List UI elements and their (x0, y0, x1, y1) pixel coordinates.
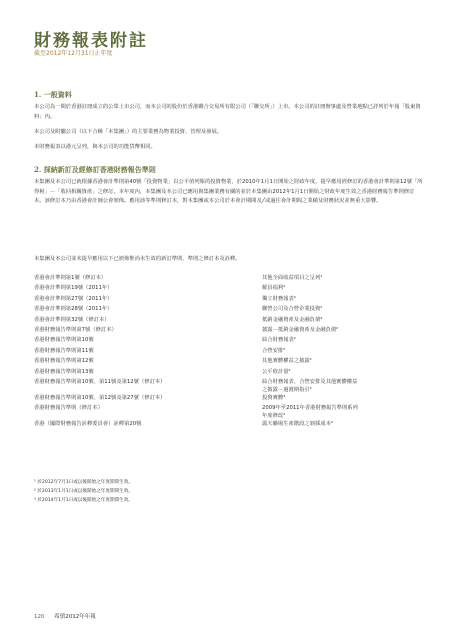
standard-row (34, 403, 418, 419)
footnote: ² 於2013年1月1日或以後開始之年度期間生效。 (34, 489, 133, 494)
standard-description: 抵銷金融資產及金融負債³ (262, 316, 323, 323)
standards-list (34, 273, 418, 430)
standard-description: 僱員福利² (262, 285, 286, 292)
standard-description: 聯營公司及合營企業投資² (262, 306, 323, 313)
standard-name: 香港財務報告準則第13號 (34, 368, 94, 375)
section-2-heading: 2. 採納新訂及經修訂香港財務報告準則 (34, 165, 156, 174)
section-1-paragraph-1: 本公司為一間於香港註冊成立的公眾上市公司，而本公司的股份於香港聯合交易所有限公司（「聯交所」）上市。本公司的註冊辦事處及營業地點已詳列於年報「股東資料」內。 (34, 104, 421, 120)
standard-description: 公平值計量² (262, 368, 291, 375)
standard-description: 合營安排² (262, 347, 286, 354)
standard-name: 香港（國際財務報告詮釋委員會）詮釋第20號 (34, 421, 142, 428)
standard-row (34, 304, 418, 314)
standard-row (34, 377, 418, 393)
standard-name: 香港財務報告準則第10號 (34, 337, 94, 344)
page-subtitle: 截至2012年12月31日止年度 (34, 50, 113, 57)
standard-description: 綜合財務報表² (262, 337, 296, 344)
standard-row (34, 335, 418, 345)
standard-description: 2009年至2011年香港財務報告準則系列 年度修改² (262, 405, 358, 420)
standard-name: 香港財務報告準則第7號（修訂本） (34, 326, 117, 333)
page-title: 財務報表附註 (34, 31, 148, 51)
standard-name: 香港財務報告準則（修訂本） (34, 405, 103, 412)
standard-description: 露天礦場生產階段之剝採成本² (262, 421, 333, 428)
standard-name: 香港財務報告準則第10號、第11號及第12號（修訂本） (34, 378, 166, 385)
standard-description: 披露－抵銷金融資產及金融負債² (262, 326, 339, 333)
standard-description: 其他實體權益之披露² (262, 358, 312, 365)
standard-row (34, 367, 418, 377)
standard-name: 香港會計準則第27號（2011年） (34, 295, 113, 302)
standard-name: 香港財務報告準則第12號 (34, 358, 94, 365)
section-1-paragraph-2: 本公司及附屬公司（以下合稱「本集團」）的主要業務為物業投資、管理及發展。 (34, 129, 223, 135)
standard-row (34, 393, 418, 403)
standard-name: 香港會計準則第32號（修訂本） (34, 316, 110, 323)
standard-row (34, 294, 418, 304)
section-2-paragraph-1: 本集團及本公司已就根據香港會計準則第40號「投資物業」以公平值列賬的投資物業，於2010年1月1日開始之財政年度，提早應用經修訂的香港會計準則第12號「所得稅」－「收回相關資產」之修訂。本年度內，本集團及本公司已應用與集團業務有關的並於本集團由2012年1月1日開始之財政年度生效之香港財務報告準則修訂本。該修訂本乃由香港會計師公會頒佈。應用該等準則修訂本，對本集團或本公司於本會計期間及╱或過往會計期間之業績及財務狀況並無重大影響。 (34, 179, 423, 204)
standard-row (34, 325, 418, 335)
standard-name: 香港會計準則第1號（修訂本） (34, 275, 107, 281)
standard-description: 投資實體³ (262, 394, 286, 401)
footnotes (34, 478, 133, 505)
standard-description: 獨立財務報表² (262, 295, 296, 302)
standard-description: 其他全面收益項目之呈列¹ (262, 275, 323, 281)
footnote: ¹ 於2012年7月1日或以後開始之年度期間生效。 (34, 480, 133, 485)
section-1-heading: 1. 一般資料 (34, 90, 72, 99)
standard-row (34, 315, 418, 325)
page-footer (34, 612, 96, 620)
standard-row (34, 419, 418, 429)
standard-description: 綜合財務報表、合營安排及其他實體權益 之披露－過渡期指引² (262, 378, 358, 393)
standard-name: 香港財務報告準則第11號 (34, 347, 94, 354)
section-2-paragraph-2: 本集團及本公司並未提早應用以下已頒佈惟尚未生效的新訂準則、準則之修訂本及詮釋。 (34, 256, 241, 262)
section-1-paragraph-3: 本財務報表以港元呈列，與本公司的功能貨幣相同。 (34, 144, 156, 150)
report-name: 希慎2012年年報 (54, 614, 96, 620)
standard-row (34, 283, 418, 293)
page-number: 120 (34, 614, 45, 620)
footnote: ³ 於2014年1月1日或以後開始之年度期間生效。 (34, 498, 133, 503)
standard-row (34, 356, 418, 366)
standard-name: 香港會計準則第19號（2011年） (34, 285, 113, 292)
standard-row (34, 273, 418, 283)
standard-name: 香港會計準則第28號（2011年） (34, 306, 113, 313)
standard-name: 香港財務報告準則第10號、第12號及第27號（修訂本） (34, 394, 166, 401)
standard-row (34, 346, 418, 356)
